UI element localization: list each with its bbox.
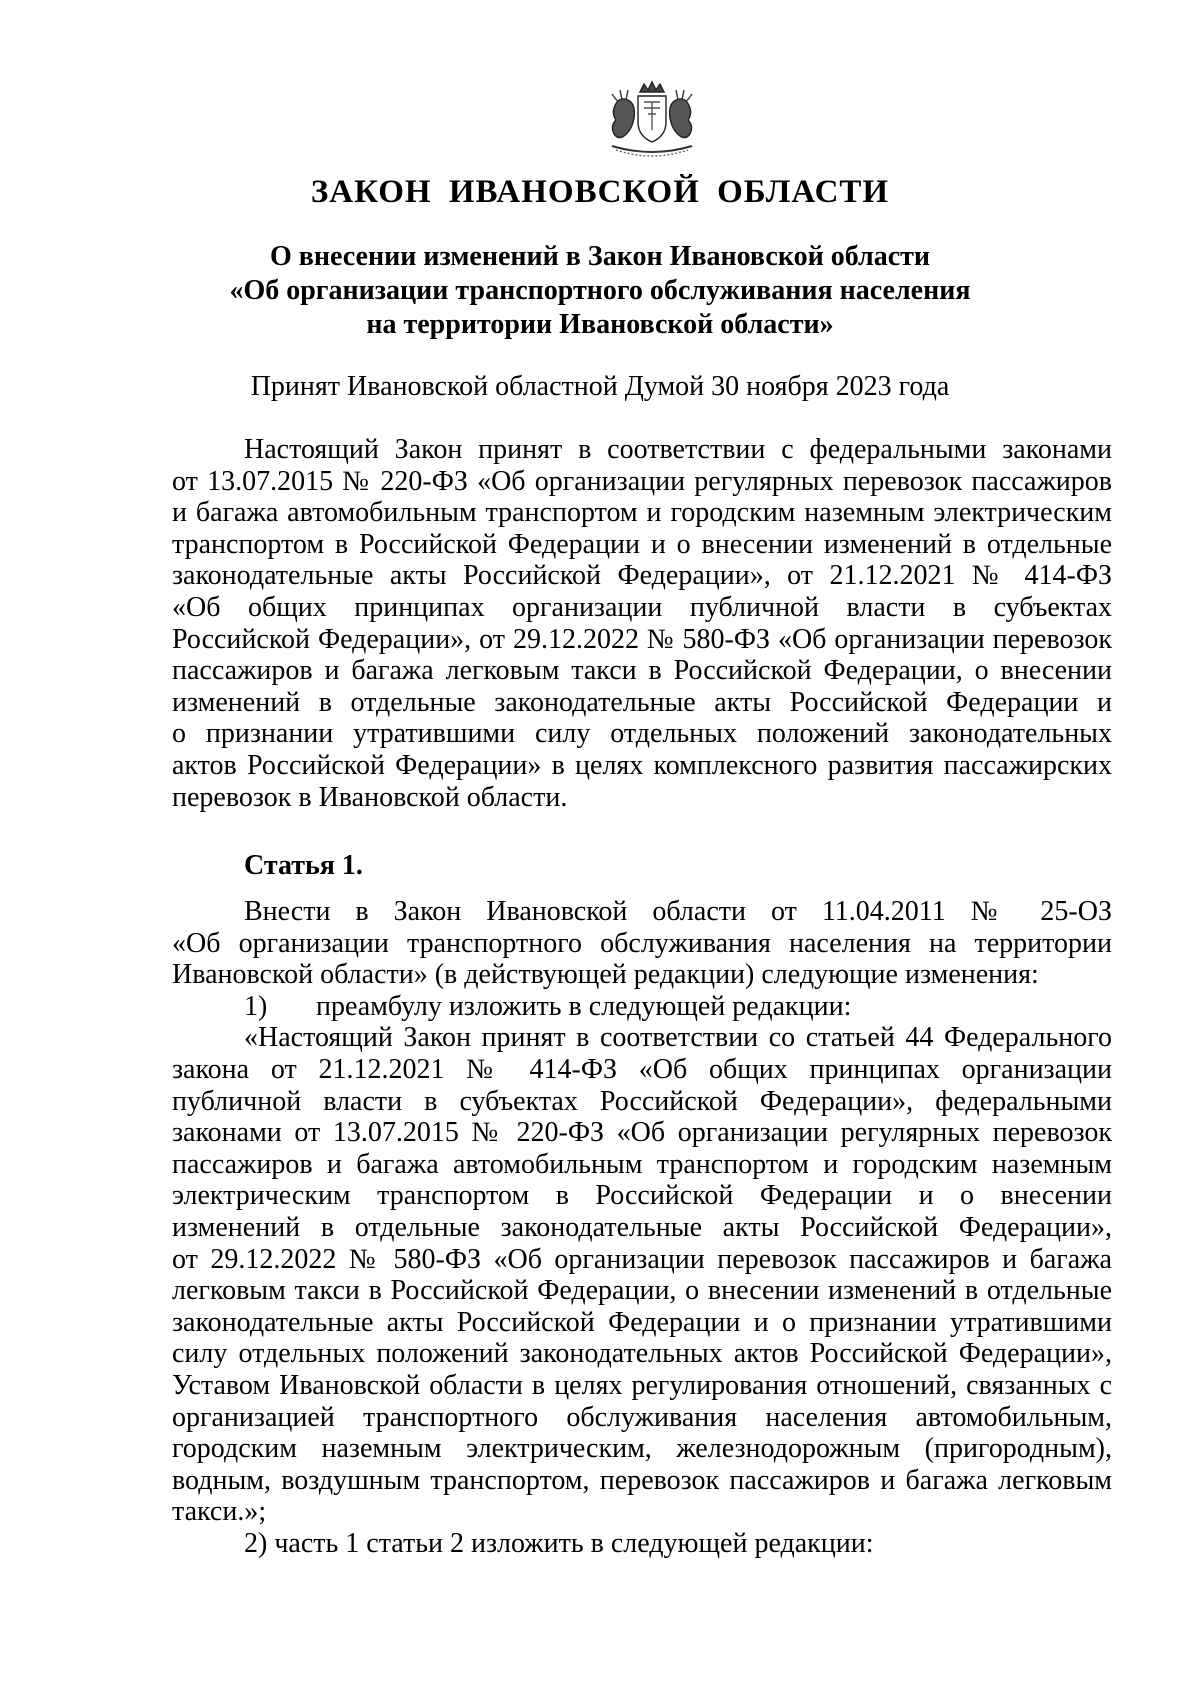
text-line: и багажа автомобильным транспортом и городским наземным электрическим [172, 497, 1112, 529]
text-line: Настоящий Закон принят в соответствии с федеральными законами [244, 434, 1112, 465]
text-line: законодательные акты Российской Федерации», от 21.12.2021 № 414-ФЗ [172, 560, 1112, 592]
text-line: публичной власти в субъектах Российской Федерации», федеральными [172, 1085, 1112, 1117]
subtitle-line: на территории Ивановской области» [366, 309, 834, 340]
text-line: о признании утратившими силу отдельных положений законодательных [172, 718, 1112, 750]
text-line: организацией транспортного обслуживания населения автомобильным, [172, 1401, 1112, 1433]
text-line: электрическим транспортом в Российской Федерации и о внесении [172, 1180, 1112, 1212]
article-heading: Статья 1. [244, 850, 363, 881]
text-line: Уставом Ивановской области в целях регулирования отношений, связанных с [172, 1369, 1112, 1401]
text-line: законами от 13.07.2015 № 220-ФЗ «Об организации регулярных перевозок [172, 1117, 1112, 1149]
list-item [172, 991, 1112, 1023]
text-line: городским наземным электрическим, железнодорожным (пригородным), [172, 1433, 1112, 1465]
text-line: актов Российской Федерации» в целях комплексного развития пассажирских [172, 749, 1112, 781]
intro-paragraph [172, 434, 1112, 813]
text-line: закона от 21.12.2021 № 414-ФЗ «Об общих принципах организации [172, 1053, 1112, 1085]
law-subtitle [0, 240, 1200, 342]
text-line: Ивановской области» (в действующей редакции) следующие изменения: [172, 959, 1039, 991]
text-line: изменений в отдельные законодательные акты Российской Федерации и [172, 686, 1112, 718]
text-line: такси.»; [172, 1496, 267, 1528]
adoption-date: Принят Ивановской областной Думой 30 ноября 2023 года [250, 371, 950, 402]
text-line: «Об общих принципах организации публичной власти в субъектах [172, 591, 1112, 623]
text-line: от 13.07.2015 № 220-ФЗ «Об организации регулярных перевозок пассажиров [172, 465, 1112, 497]
list-item: 2) часть 1 статьи 2 изложить в следующей редакции: [244, 1527, 874, 1559]
text-line: Внести в Закон Ивановской области от 11.04.2011 № 25-ОЗ [244, 896, 1112, 927]
text-line: пассажиров и багажа легковым такси в Российской Федерации, о внесении [172, 655, 1112, 687]
item-text: преамбулу изложить в следующей редакции: [316, 990, 852, 1022]
text-line: водным, воздушным транспортом, перевозок пассажиров и багажа легковым [172, 1464, 1112, 1496]
text-line: силу отдельных положений законодательных актов Российской Федерации», [172, 1338, 1112, 1370]
text-line: Российской Федерации», от 29.12.2022 № 580-ФЗ «Об организации перевозок [172, 623, 1112, 655]
law-title: ЗАКОН ИВАНОВСКОЙ ОБЛАСТИ [310, 174, 890, 210]
text-line: пассажиров и багажа автомобильным транспортом и городским наземным [172, 1148, 1112, 1180]
coat-of-arms-icon [604, 78, 700, 162]
text-line: транспортом в Российской Федерации и о внесении изменений в отдельные [172, 528, 1112, 560]
subtitle-line: О внесении изменений в Закон Ивановской области [269, 241, 931, 272]
item-number: 1) [244, 990, 268, 1022]
text-line: изменений в отдельные законодательные акты Российской Федерации», [172, 1211, 1112, 1243]
text-line: от 29.12.2022 № 580-ФЗ «Об организации перевозок пассажиров и багажа [172, 1243, 1112, 1275]
text-line: легковым такси в Российской Федерации, о внесении изменений в отдельные [172, 1275, 1112, 1307]
text-line: законодательные акты Российской Федерации и о признании утратившими [172, 1306, 1112, 1338]
text-line: «Настоящий Закон принят в соответствии со статьей 44 Федерального [244, 1022, 1112, 1054]
subtitle-line: «Об организации транспортного обслуживания населения [229, 275, 971, 306]
text-line: перевозок в Ивановской области. [172, 781, 568, 813]
text-line: «Об организации транспортного обслуживания населения на территории [172, 927, 1112, 959]
article-body [172, 896, 1112, 1559]
